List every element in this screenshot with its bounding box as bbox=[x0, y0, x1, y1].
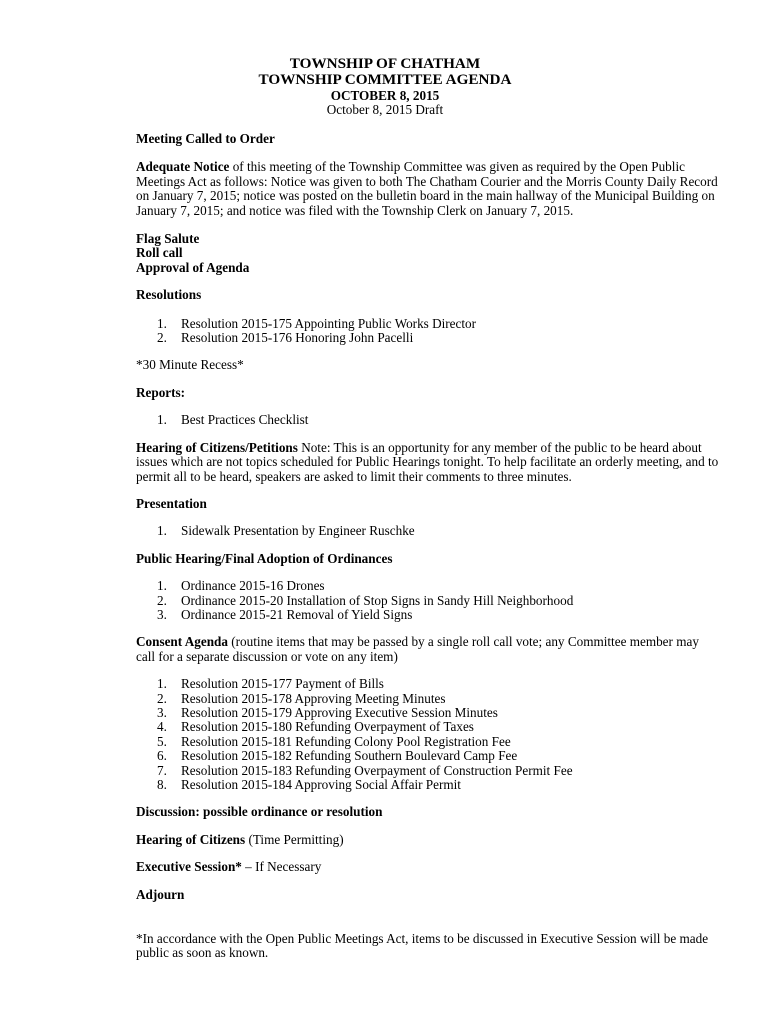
executive-session-line bbox=[136, 860, 721, 874]
recess-note: *30 Minute Recess* bbox=[136, 357, 244, 373]
adjourn-heading: Adjourn bbox=[136, 886, 185, 902]
list-item: 1. Sidewalk Presentation by Engineer Ruschke bbox=[157, 523, 415, 539]
committee-title: TOWNSHIP COMMITTEE AGENDA bbox=[258, 71, 512, 88]
list-item: 1. Ordinance 2015-16 Drones bbox=[157, 578, 325, 594]
list-item: 4. Resolution 2015-180 Refunding Overpayment of Taxes bbox=[157, 719, 474, 735]
agenda-header bbox=[0, 56, 770, 117]
list-item: 6. Resolution 2015-182 Refunding Southern Boulevard Camp Fee bbox=[157, 748, 518, 764]
meeting-date: OCTOBER 8, 2015 bbox=[330, 88, 440, 103]
consent-agenda-list bbox=[136, 677, 721, 792]
list-item: 1. Best Practices Checklist bbox=[157, 412, 309, 428]
reports-heading: Reports: bbox=[136, 384, 186, 400]
adequate-notice-text: of this meeting of the Township Committee was given as required by the Open Public Meetings Act as follows: Notice was given to both The Chatham Courier and the Morris County Daily Record on January 7, 2015; notice was posted on the bulletin board in the main hallway of the Municipal Building on January 7, 2015; and notice was filed with the Township Clerk on January 7, 2015. bbox=[136, 159, 718, 218]
hearing-petitions-text: Note: This is an opportunity for any member of the public to be heard about issues which are not topics scheduled for Public Hearings tonight. To help facilitate an orderly meeting, and to permit all to be heard, speakers are asked to limit their comments to three minutes. bbox=[136, 439, 719, 484]
executive-session-label: Executive Session* bbox=[136, 859, 242, 875]
resolutions-list bbox=[136, 317, 721, 346]
list-item: 2. Resolution 2015-176 Honoring John Pacelli bbox=[157, 330, 414, 346]
ordinances-heading: Public Hearing/Final Adoption of Ordinances bbox=[136, 550, 393, 566]
hearing-citizens-text: (Time Permitting) bbox=[245, 831, 344, 847]
discussion-heading: Discussion: possible ordinance or resolution bbox=[136, 804, 383, 820]
footnote: *In accordance with the Open Public Meetings Act, items to be discussed in Executive Session will be made public as soon as known. bbox=[136, 931, 709, 961]
list-item: 2. Resolution 2015-178 Approving Meeting Minutes bbox=[157, 690, 446, 706]
hearing-citizens-line bbox=[136, 833, 721, 847]
adequate-notice-label: Adequate Notice bbox=[136, 159, 230, 175]
hearing-petitions-paragraph bbox=[136, 441, 721, 484]
opening-items bbox=[136, 232, 721, 275]
approval-of-agenda: Approval of Agenda bbox=[136, 259, 250, 275]
executive-session-text: – If Necessary bbox=[241, 859, 322, 875]
adequate-notice-paragraph bbox=[136, 160, 721, 218]
hearing-citizens-label: Hearing of Citizens bbox=[136, 831, 246, 847]
list-item: 5. Resolution 2015-181 Refunding Colony Pool Registration Fee bbox=[157, 733, 511, 749]
flag-salute: Flag Salute bbox=[136, 231, 200, 247]
agenda-page bbox=[136, 56, 721, 961]
consent-agenda-label: Consent Agenda bbox=[136, 634, 228, 650]
roll-call: Roll call bbox=[136, 245, 183, 261]
list-item: 1. Resolution 2015-177 Payment of Bills bbox=[157, 676, 384, 692]
consent-agenda-paragraph bbox=[136, 635, 721, 664]
presentation-list bbox=[136, 524, 721, 538]
list-item: 1. Resolution 2015-175 Appointing Public Works Director bbox=[157, 315, 477, 331]
hearing-petitions-label: Hearing of Citizens/Petitions bbox=[136, 439, 298, 455]
called-to-order: Meeting Called to Order bbox=[136, 131, 275, 146]
list-item: 7. Resolution 2015-183 Refunding Overpayment of Construction Permit Fee bbox=[157, 762, 573, 778]
draft-label: October 8, 2015 Draft bbox=[326, 102, 444, 117]
ordinances-list bbox=[136, 579, 721, 622]
consent-agenda-text: (routine items that may be passed by a single roll call vote; any Committee member may call for a separate discussion or vote on any item) bbox=[136, 634, 699, 664]
list-item: 8. Resolution 2015-184 Approving Social Affair Permit bbox=[157, 777, 461, 792]
township-title: TOWNSHIP OF CHATHAM bbox=[289, 55, 481, 72]
list-item: 3. Ordinance 2015-21 Removal of Yield Signs bbox=[157, 606, 413, 622]
presentation-heading: Presentation bbox=[136, 495, 207, 511]
reports-list bbox=[136, 413, 721, 427]
list-item: 3. Resolution 2015-179 Approving Executive Session Minutes bbox=[157, 704, 498, 720]
list-item: 2. Ordinance 2015-20 Installation of Stop Signs in Sandy Hill Neighborhood bbox=[157, 592, 574, 608]
resolutions-heading: Resolutions bbox=[136, 287, 202, 303]
